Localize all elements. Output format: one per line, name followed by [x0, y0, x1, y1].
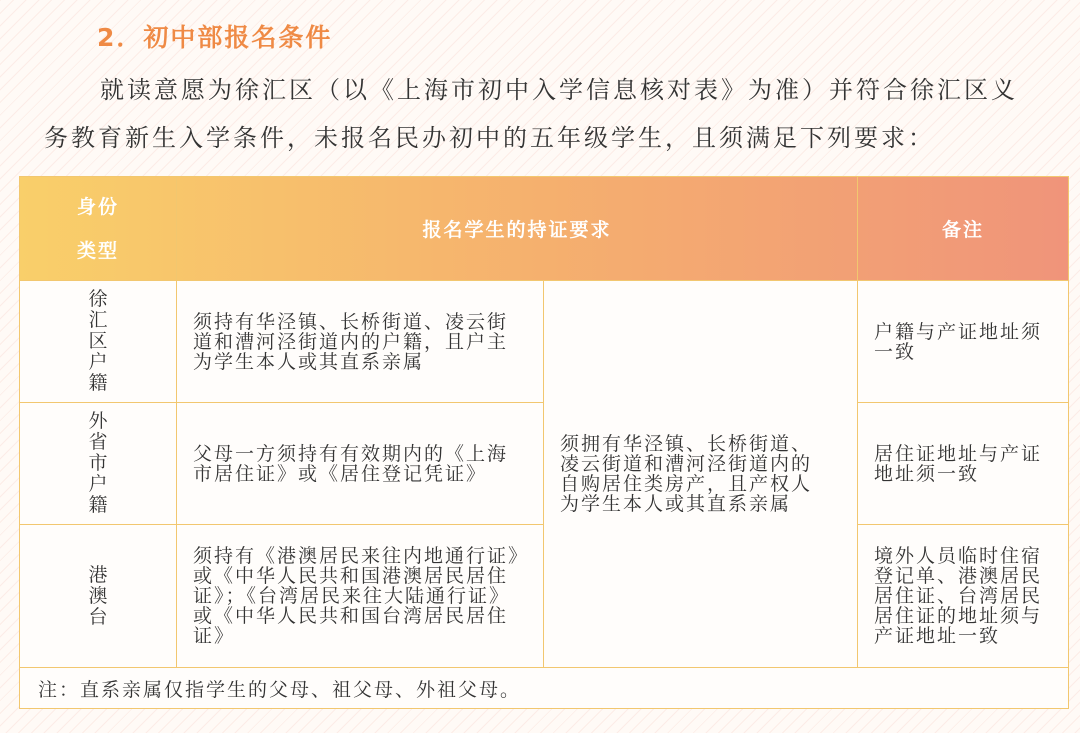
- identity-type-text: 港澳台: [88, 563, 108, 628]
- header-note: 备注: [858, 177, 1069, 281]
- requirement-cell: 须持有华泾镇、长桥街道、凌云街道和漕河泾街道内的户籍，且户主为学生本人或其直系亲属: [177, 281, 544, 403]
- identity-type-text: 外省市户籍: [88, 410, 108, 516]
- note-cell: 居住证地址与产证地址须一致: [858, 403, 1069, 525]
- intro-line-1: 就读意愿为徐汇区（以《上海市初中入学信息核对表》为准）并符合徐汇区义: [100, 76, 1018, 104]
- requirement-cell: 父母一方须持有有效期内的《上海市居住证》或《居住登记凭证》: [177, 403, 544, 525]
- header-requirement: 报名学生的持证要求: [177, 177, 858, 281]
- footnote-text: 注：直系亲属仅指学生的父母、祖父母、外祖父母。: [20, 668, 1069, 709]
- table-row: [20, 281, 1069, 403]
- requirements-table: [19, 176, 1069, 709]
- header-type-line1: 身份: [76, 195, 119, 218]
- note-cell: 户籍与产证地址须一致: [858, 281, 1069, 403]
- identity-type-cell: [20, 525, 177, 668]
- note-cell: 境外人员临时住宿登记单、港澳居民居住证、台湾居民居住证的地址须与产证地址一致: [858, 525, 1069, 668]
- table-header-row: [20, 177, 1069, 281]
- intro-paragraph: [44, 66, 1044, 162]
- identity-type-cell: [20, 403, 177, 525]
- intro-line-2: 务教育新生入学条件，未报名民办初中的五年级学生，且须满足下列要求：: [44, 124, 935, 152]
- header-type-line2: 类型: [76, 239, 119, 262]
- requirement-cell: 须持有《港澳居民来往内地通行证》或《中华人民共和国港澳居民居住证》；《台湾居民来往大陆通行证》或《中华人民共和国台湾居民居住证》: [177, 525, 544, 668]
- footnote-row: [20, 668, 1069, 709]
- section-heading: 2．初中部报名条件: [97, 23, 333, 52]
- identity-type-cell: [20, 281, 177, 403]
- header-identity-type: [20, 177, 177, 281]
- identity-type-text: 徐汇区户籍: [88, 288, 108, 394]
- property-requirement-cell: 须拥有华泾镇、长桥街道、凌云街道和漕河泾街道内的自购居住类房产，且产权人为学生本人或其直系亲属: [544, 281, 858, 668]
